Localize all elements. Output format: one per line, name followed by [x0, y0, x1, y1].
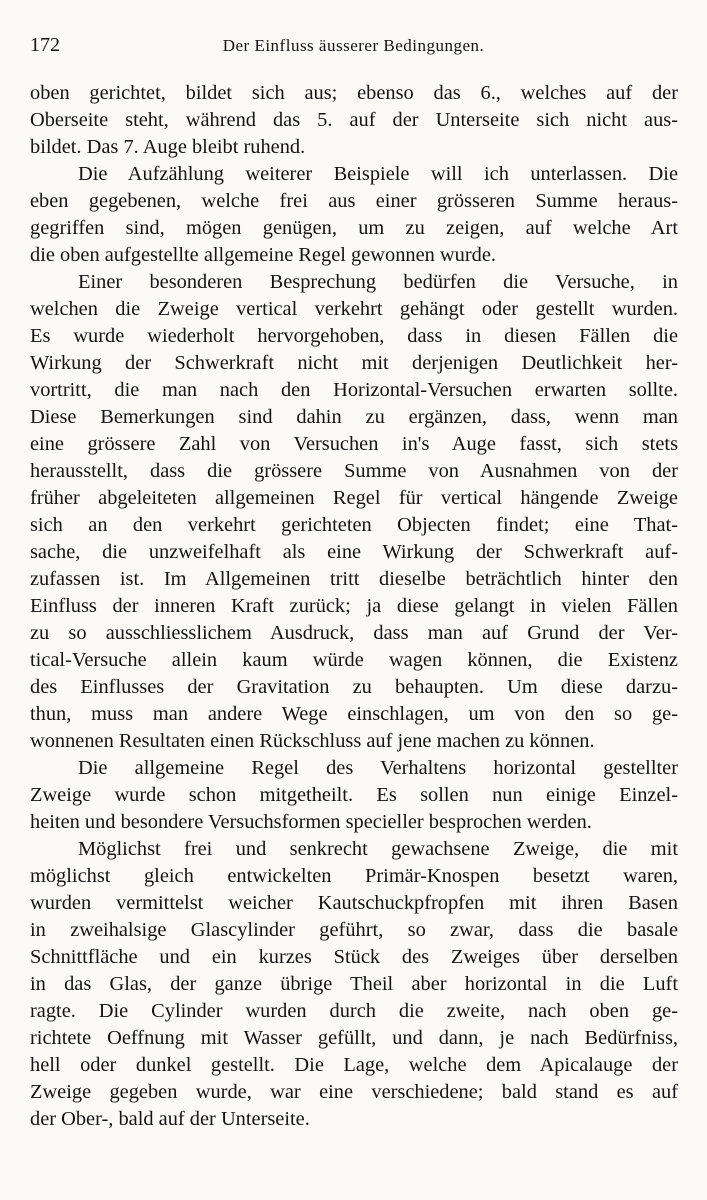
text-line: Die allgemeine Regel des Verhaltens horizontal gestellter [78, 757, 678, 779]
running-title: Der Einfluss äusserer Bedingungen. [222, 36, 485, 55]
text-line: zufassen ist. Im Allgemeinen tritt dieselbe beträchtlich hinter den [30, 568, 678, 590]
page-header [30, 34, 677, 60]
text-line: ragte. Die Cylinder wurden durch die zweite, nach oben ge- [30, 1000, 678, 1022]
text-line: bildet. Das 7. Auge bleibt ruhend. [30, 136, 306, 158]
text-line: zu so ausschliesslichem Ausdruck, dass man auf Grund der Ver- [30, 622, 678, 644]
text-line: Diese Bemerkungen sind dahin zu ergänzen, dass, wenn man [30, 406, 678, 428]
paragraph [30, 269, 678, 755]
text-line: vortritt, die man nach den Horizontal-Versuchen erwarten sollte. [30, 379, 678, 401]
text-line: Zweige gegeben wurde, war eine verschiedene; bald stand es auf [30, 1081, 678, 1103]
text-line: Es wurde wiederholt hervorgehoben, dass in diesen Fällen die [30, 325, 678, 347]
text-line: der Ober-, bald auf der Unterseite. [30, 1108, 310, 1130]
text-line: sache, die unzweifelhaft als eine Wirkung der Schwerkraft auf- [30, 541, 678, 563]
text-line: die oben aufgestellte allgemeine Regel gewonnen wurde. [30, 244, 496, 266]
paragraph [30, 836, 678, 1133]
text-line: gegriffen sind, mögen genügen, um zu zeigen, auf welche Art [30, 217, 678, 239]
text-line: Schnittfläche und ein kurzes Stück des Zweiges über derselben [30, 946, 678, 968]
text-line: Die Aufzählung weiterer Beispiele will ich unterlassen. Die [78, 163, 678, 185]
text-line: oben gerichtet, bildet sich aus; ebenso das 6., welches auf der [30, 82, 678, 104]
text-line: eben gegebenen, welche frei aus einer grösseren Summe heraus- [30, 190, 678, 212]
text-line: des Einflusses der Gravitation zu behaupten. Um diese darzu- [30, 676, 678, 698]
text-line: welchen die Zweige vertical verkehrt gehängt oder gestellt wurden. [30, 298, 678, 320]
text-line: Wirkung der Schwerkraft nicht mit derjenigen Deutlichkeit her- [30, 352, 678, 374]
paragraph [30, 161, 678, 269]
text-line: früher abgeleiteten allgemeinen Regel für vertical hängende Zweige [30, 487, 678, 509]
text-line: in zweihalsige Glascylinder geführt, so zwar, dass die basale [30, 919, 678, 941]
text-line: Oberseite steht, während das 5. auf der Unterseite sich nicht aus- [30, 109, 678, 131]
text-line: sich an den verkehrt gerichteten Objecten findet; eine That- [30, 514, 678, 536]
text-line: wonnenen Resultaten einen Rückschluss auf jene machen zu können. [30, 730, 595, 752]
text-line: thun, muss man andere Wege einschlagen, um von den so ge- [30, 703, 678, 725]
body-text [30, 80, 678, 1133]
paragraph [30, 755, 678, 836]
text-line: wurden vermittelst weicher Kautschuckpfropfen mit ihren Basen [30, 892, 678, 914]
paragraph [30, 80, 678, 161]
text-line: Zweige wurde schon mitgetheilt. Es sollen nun einige Einzel- [30, 784, 678, 806]
text-line: möglichst gleich entwickelten Primär-Knospen besetzt waren, [30, 865, 678, 887]
text-line: in das Glas, der ganze übrige Theil aber horizontal in die Luft [30, 973, 678, 995]
text-line: hell oder dunkel gestellt. Die Lage, welche dem Apicalauge der [30, 1054, 678, 1076]
text-line: Einer besonderen Besprechung bedürfen die Versuche, in [78, 271, 678, 293]
text-line: Möglichst frei und senkrecht gewachsene Zweige, die mit [78, 838, 678, 860]
text-line: richtete Oeffnung mit Wasser gefüllt, und dann, je nach Bedürfniss, [30, 1027, 678, 1049]
text-line: heiten und besondere Versuchsformen specieller besprochen werden. [30, 811, 592, 833]
text-line: tical-Versuche allein kaum würde wagen können, die Existenz [30, 649, 678, 671]
text-line: Einfluss der inneren Kraft zurück; ja diese gelangt in vielen Fällen [30, 595, 678, 617]
text-line: eine grössere Zahl von Versuchen in's Auge fasst, sich stets [30, 433, 678, 455]
text-line: herausstellt, dass die grössere Summe von Ausnahmen von der [30, 460, 678, 482]
page-number: 172 [30, 34, 60, 56]
